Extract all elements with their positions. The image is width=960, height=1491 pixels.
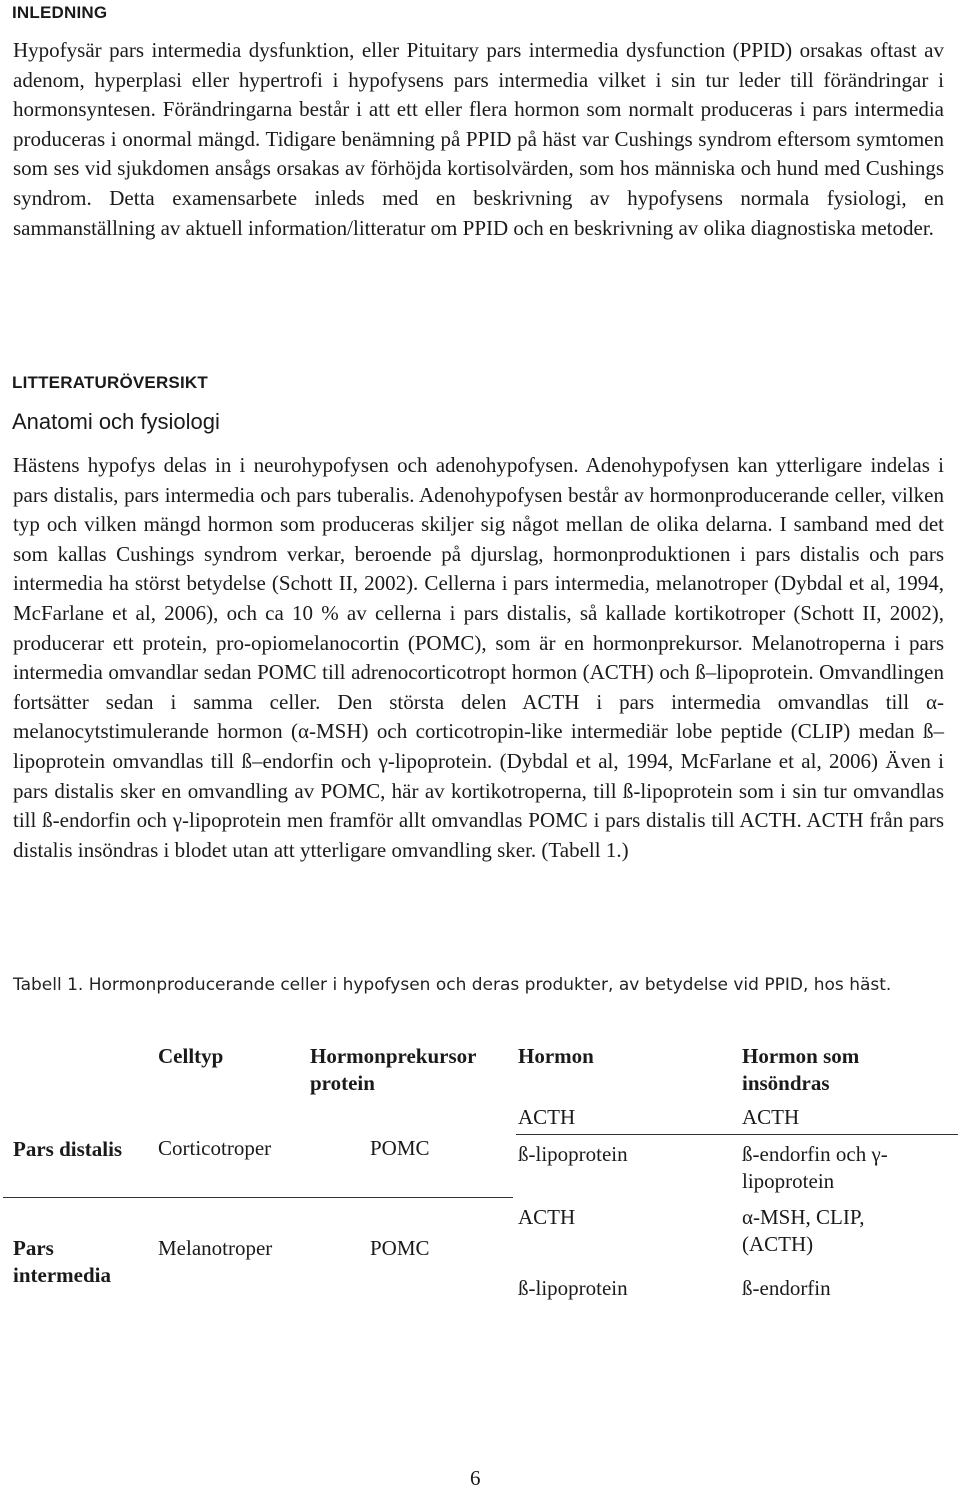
distalis-hormon-2: ß-lipoprotein: [518, 1142, 628, 1166]
intermedia-prekursor: POMC: [370, 1236, 430, 1260]
intermedia-hormon-1: ACTH: [518, 1205, 576, 1229]
intermedia-insondras-1: α-MSH, CLIP, (ACTH): [742, 1205, 865, 1256]
distalis-celltyp: Corticotroper: [158, 1136, 272, 1160]
distalis-hormon-1: ACTH: [518, 1105, 576, 1129]
intermedia-hormon-2: ß-lipoprotein: [518, 1276, 628, 1300]
table-caption: Tabell 1. Hormonproducerande celler i hypofysen och deras produkter, av betydelse vid PPID, hos häst.: [13, 975, 892, 995]
row-label-intermedia: Pars intermedia: [13, 1236, 111, 1287]
review-heading: LITTERATURÖVERSIKT: [12, 373, 208, 392]
header-hormon: Hormon: [518, 1044, 594, 1068]
intro-heading: INLEDNING: [12, 3, 108, 22]
intro-paragraph: Hypofysär pars intermedia dysfunktion, eller Pituitary pars intermedia dysfunction (PPID) orsakas oftast av adenom, hyperplasi eller hypertrofi i hypofysens pars intermedia vilket i sin tur leder till förändringar i hormonsyntesen. Förändringarna består i att ett eller flera hormon som normalt produceras i pars intermedia produceras i onormal mängd. Tidigare benämning på PPID på häst var Cushings syndrom eftersom symtomen som ses vid sjukdomen ansågs orsakas av förhöjda kortisolvärden, som hos människa och hund med Cushings syndrom. Detta examensarbete inleds med en beskrivning av hypofysens normala fysiologi, en sammanställning av aktuell information/litteratur om PPID och en beskrivning av olika diagnostiska metoder.: [13, 38, 944, 240]
page-number: 6: [470, 1466, 481, 1490]
header-celltyp: Celltyp: [158, 1044, 224, 1068]
divider-hormon-distalis: [516, 1134, 958, 1135]
distalis-prekursor: POMC: [370, 1136, 430, 1160]
section-subheading: Anatomi och fysiologi: [12, 409, 220, 434]
divider-distalis-intermedia: [3, 1197, 513, 1198]
distalis-insondras-1: ACTH: [742, 1105, 800, 1129]
row-label-distalis: Pars distalis: [13, 1137, 123, 1161]
distalis-insondras-2: ß-endorfin och γ-lipoprotein: [742, 1142, 888, 1193]
review-paragraph: Hästens hypofys delas in i neurohypofysen och adenohypofysen. Adenohypofysen kan ytterligare indelas i pars distalis, pars intermedia och pars tuberalis. Adenohypofysen består av hormonproducerande celler, vilken typ och vilken mängd hormon som produceras skiljer sig något mellan de olika delarna. I samband med det som kallas Cushings syndrom verkar, beroende på djurslag, hormonproduktionen i pars distalis och pars intermedia ha störst betydelse (Schott II, 2002). Cellerna i pars intermedia, melanotroper (Dybdal et al, 1994, McFarlane et al, 2006), och ca 10 % av cellerna i pars distalis, så kallade kortikotroper (Schott II, 2002), producerar ett protein, pro-opiomelanocortin (POMC), som är en hormonprekursor. Melanotroperna i pars intermedia omvandlar sedan POMC till adrenocorticotropt hormon (ACTH) och ß–lipoprotein. Omvandlingen fortsätter sedan i samma celler. Den största delen ACTH i pars intermedia omvandlas till α-melanocytstimulerande hormon (α-MSH) och corticotropin-like intermediär lobe peptide (CLIP) medan ß–lipoprotein omvandlas till ß–endorfin och γ-lipoprotein. (Dybdal et al, 1994, McFarlane et al, 2006) Även i pars distalis sker en omvandling av POMC, här av kortikotroperna, till ß-lipoprotein som i sin tur omvandlas till ß-endorfin och γ-lipoprotein men framför allt omvandlas POMC i pars distalis till ACTH. ACTH från pars distalis insöndras i blodet utan att ytterligare omvandling sker. (Tabell 1.): [13, 453, 944, 862]
intermedia-celltyp: Melanotroper: [158, 1236, 273, 1260]
header-insondras: Hormon som insöndras: [742, 1044, 860, 1095]
intermedia-insondras-2: ß-endorfin: [742, 1276, 831, 1300]
header-prekursor: Hormonprekursor protein: [310, 1044, 477, 1095]
